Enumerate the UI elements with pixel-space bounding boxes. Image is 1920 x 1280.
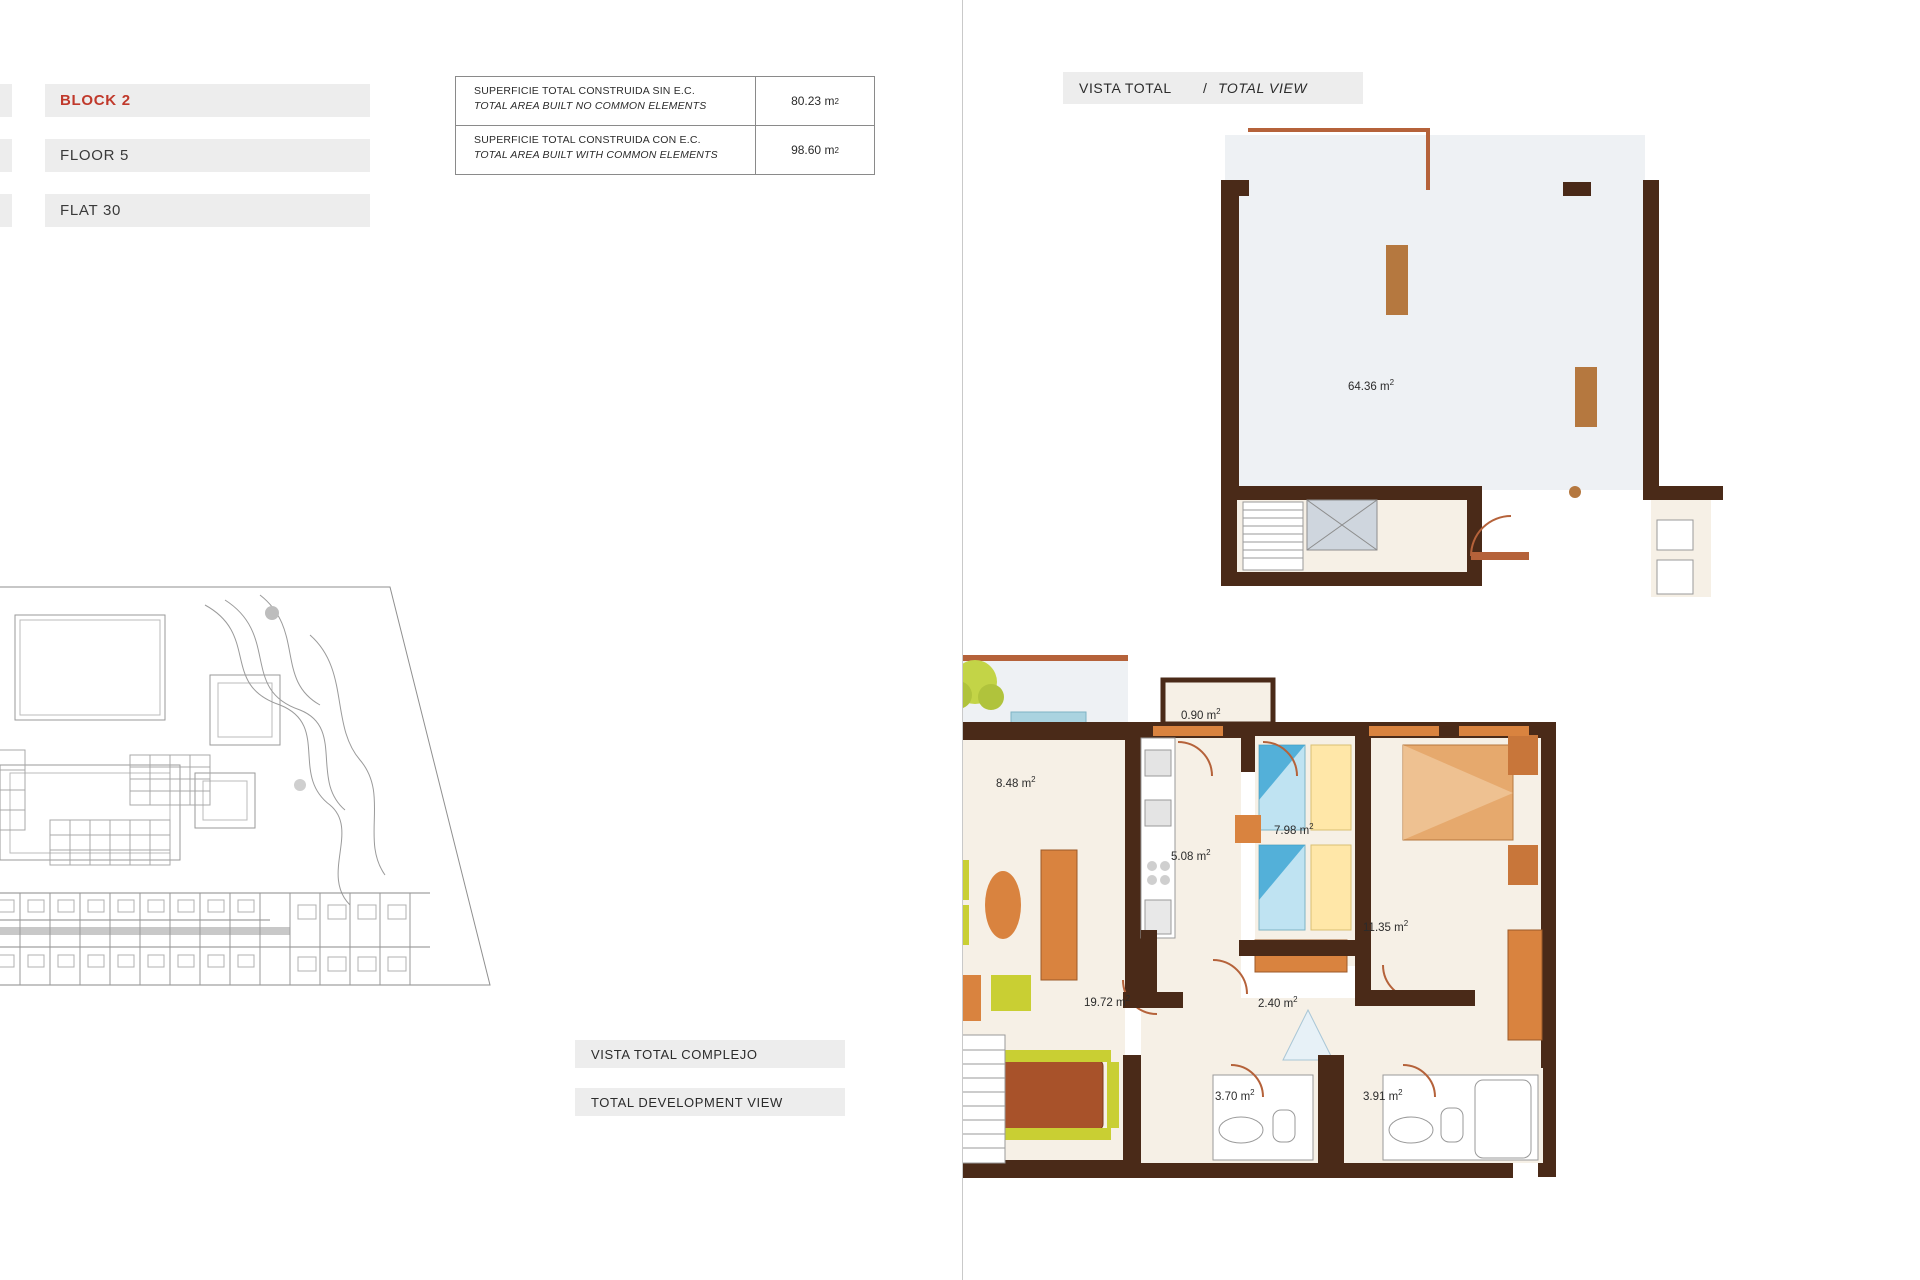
area-description-es: SUPERFICIE TOTAL CONSTRUIDA SIN E.C.: [474, 85, 695, 97]
area-tag-value: 64.36: [1348, 380, 1377, 393]
development-view-captions: [575, 1040, 845, 1136]
area-tag-value: 8.48: [996, 777, 1019, 790]
area-description: [456, 77, 756, 125]
area-tag-living-room: 19.72 $m^2$: [1084, 994, 1131, 1009]
label-row-flat: [0, 194, 420, 227]
area-tag-bedroom-1: 11.35 $m^2$: [1363, 919, 1409, 934]
area-unit-sup: 2: [834, 96, 839, 106]
area-tag-value: 3.70: [1215, 1090, 1238, 1103]
area-description-en: TOTAL AREA BUILT WITH COMMON ELEMENTS: [474, 149, 718, 161]
label-row-floor: [0, 139, 420, 172]
development-caption-en: [575, 1088, 845, 1116]
area-tag-hall-upper: 0.90 $m^2$: [1181, 707, 1221, 722]
area-description-es: SUPERFICIE TOTAL CONSTRUIDA CON E.C.: [474, 134, 701, 146]
development-site-plan: [0, 575, 540, 1115]
total-view-caption-es: VISTA TOTAL: [1079, 80, 1172, 96]
property-label-stack: [0, 84, 420, 249]
label-bar-left: [0, 139, 12, 172]
area-tag-bathroom-1: 3.91 $m^2$: [1363, 1088, 1403, 1103]
right-page: [963, 0, 1920, 1280]
area-tag-value: 19.72: [1084, 996, 1113, 1009]
label-row-block: [0, 84, 420, 117]
area-description-en: TOTAL AREA BUILT NO COMMON ELEMENTS: [474, 100, 707, 112]
development-caption-es-text: VISTA TOTAL COMPLEJO: [591, 1047, 758, 1062]
development-caption-en-text: TOTAL DEVELOPMENT VIEW: [591, 1095, 783, 1110]
area-tag-solarium: 64.36 $m^2$: [1348, 378, 1395, 393]
area-tag-value: 5.08: [1171, 850, 1194, 863]
area-tag-bedroom-2: 7.98 $m^2$: [1274, 822, 1314, 837]
label-bar-left: [0, 84, 12, 117]
floor-label: FLOOR 5: [60, 147, 130, 164]
area-tag-terrace: 8.48 $m^2$: [996, 775, 1036, 790]
area-value: 80.23 m 2: [791, 94, 839, 108]
area-table-row: [456, 77, 874, 126]
development-caption-es: [575, 1040, 845, 1068]
area-value-number: 80.23: [791, 94, 822, 108]
area-tag-value: 11.35: [1363, 921, 1391, 934]
area-tag-value: 3.91: [1363, 1090, 1386, 1103]
area-tag-value: 2.40: [1258, 997, 1281, 1010]
area-table: [455, 76, 875, 175]
area-tag-value: 0.90: [1181, 709, 1204, 722]
area-tag-bathroom-2: 3.70 $m^2$: [1215, 1088, 1255, 1103]
area-value-number: 98.60: [791, 143, 822, 157]
area-description: [456, 126, 756, 174]
block-label: BLOCK 2: [60, 92, 131, 109]
total-view-caption-en: TOTAL VIEW: [1218, 80, 1308, 96]
area-tag-kitchen: 5.08 $m^2$: [1171, 848, 1211, 863]
floorplan-drawing: [963, 0, 1920, 1280]
area-table-row: [456, 126, 874, 174]
label-bar-left: [0, 194, 12, 227]
flat-label: FLAT 30: [60, 202, 122, 219]
area-unit-sup: 2: [834, 145, 839, 155]
area-tag-value: 7.98: [1274, 824, 1297, 837]
area-value: 98.60 m 2: [791, 143, 839, 157]
total-view-caption-separator: /: [1203, 80, 1207, 96]
area-tag-hallway: 2.40 $m^2$: [1258, 995, 1298, 1010]
